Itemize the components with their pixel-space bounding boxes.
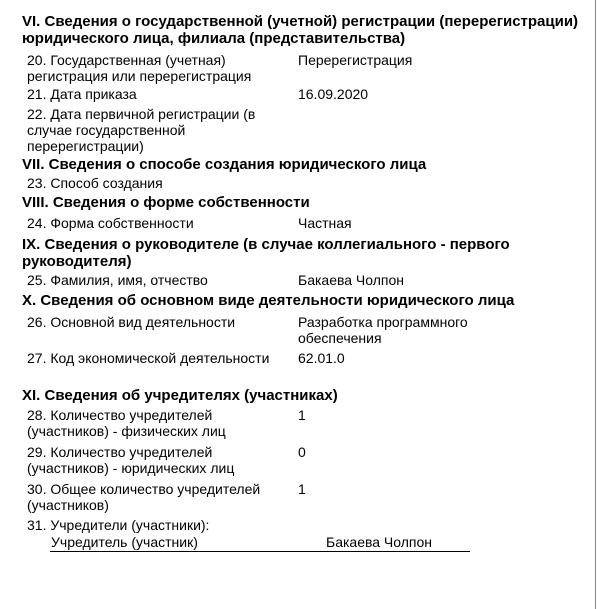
field-23-label: 23. Способ создания	[27, 175, 163, 191]
field-29-label: 29. Количество учредителей (участников) - юридических лиц	[27, 444, 235, 476]
field-24-value: Частная	[298, 215, 352, 231]
field-25-label: 25. Фамилия, имя, отчество	[27, 272, 208, 288]
field-20-label: 20. Государственная (учетная) регистрация или перерегистрация	[27, 52, 252, 84]
field-21-label: 21. Дата приказа	[27, 86, 137, 102]
field-24-label: 24. Форма собственности	[27, 215, 194, 231]
field-29-value: 0	[298, 444, 306, 460]
founder-value: Бакаева Чолпон	[326, 534, 433, 550]
field-22-label: 22. Дата первичной регистрации (в случае государственной перерегистрации)	[27, 106, 256, 154]
field-30-value: 1	[298, 481, 306, 497]
section-x-heading: X. Сведения об основном виде деятельности юридического лица	[22, 292, 515, 309]
field-28-value: 1	[298, 407, 306, 423]
field-21-value: 16.09.2020	[298, 86, 369, 102]
field-26-label: 26. Основной вид деятельности	[27, 314, 236, 330]
section-viii-heading: VIII. Сведения о форме собственности	[22, 194, 310, 211]
field-30-label: 30. Общее количество учредителей (участников)	[27, 481, 261, 513]
section-xi-heading: XI. Сведения об учредителях (участниках)	[22, 387, 338, 404]
field-25-value: Бакаева Чолпон	[298, 272, 405, 288]
field-26-value: Разработка программного обеспечения	[298, 314, 468, 346]
field-20-value: Перерегистрация	[298, 52, 413, 68]
field-31-label: 31. Учредители (участники):	[27, 517, 210, 533]
founder-label: Учредитель (участник)	[51, 534, 198, 550]
section-ix-heading: IX. Сведения о руководителе (в случае коллегиального - первого руководителя)	[22, 236, 510, 270]
founder-underline	[50, 551, 470, 552]
field-27-label: 27. Код экономической деятельности	[27, 350, 270, 366]
field-28-label: 28. Количество учредителей (участников) - физических лиц	[27, 407, 226, 439]
section-vi-heading: VI. Сведения о государственной (учетной) регистрации (перерегистрации) юридического лица, филиала (представительства)	[22, 13, 579, 47]
page-edge	[595, 0, 596, 609]
field-27-value: 62.01.0	[298, 350, 345, 366]
section-vii-heading: VII. Сведения о способе создания юридического лица	[22, 156, 427, 173]
